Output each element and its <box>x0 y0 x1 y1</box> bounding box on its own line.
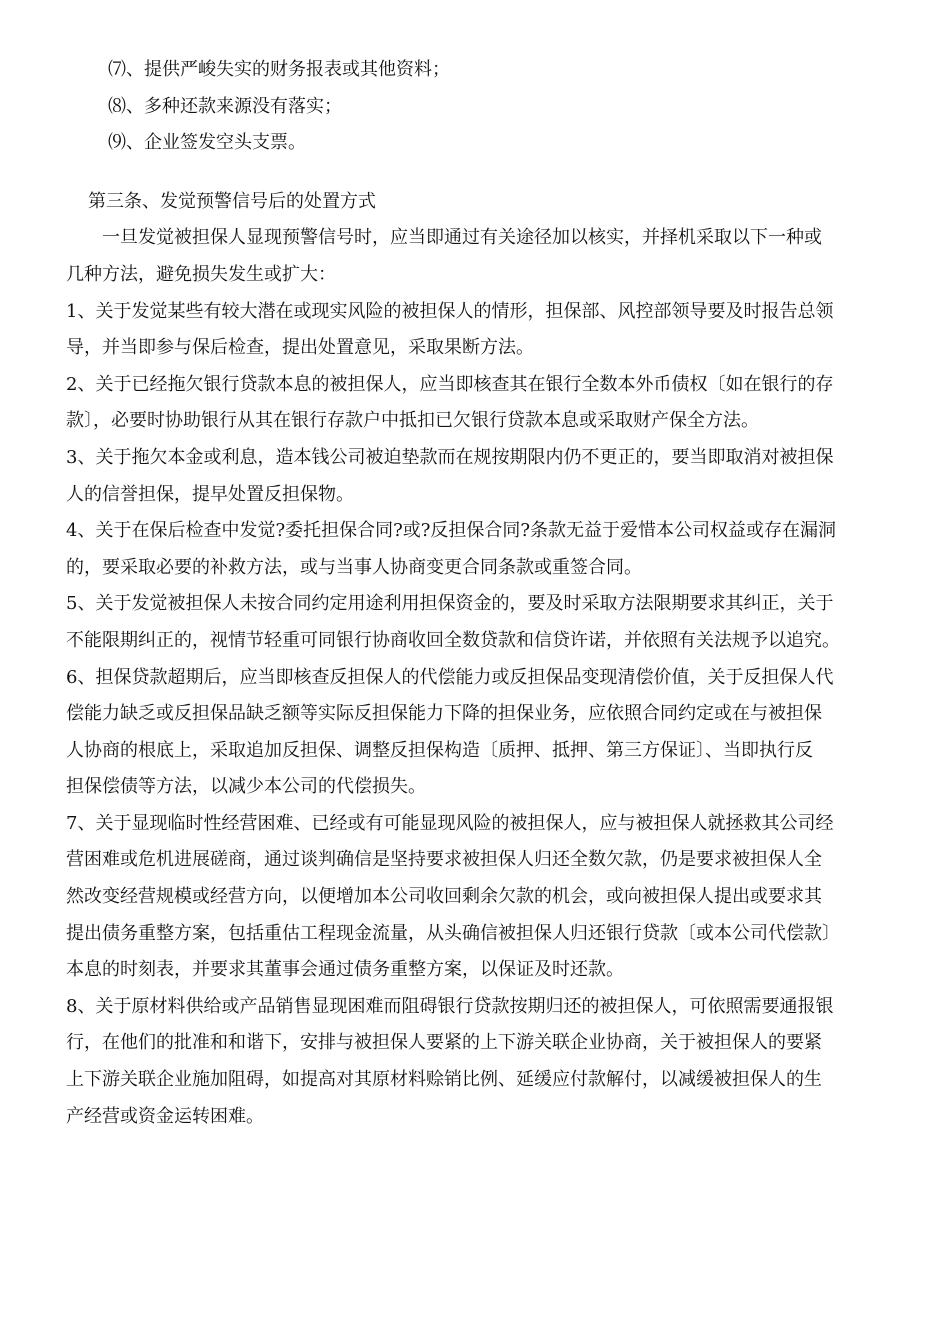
item-line: 行，在他们的批准和和谐下，安排与被担保人要紧的上下游关联企业协商，关于被担保人的要紧 <box>66 1032 822 1054</box>
item-2 <box>66 367 886 440</box>
item-line: 营困难或危机进展磋商，通过谈判确信是坚持要求被担保人归还全数欠款，仍是要求被担保人全 <box>66 849 822 871</box>
item-1 <box>66 294 886 367</box>
item-line: 人协商的根底上，采取追加反担保、调整反担保构造〔质押、抵押、第三方保证〕、当即执行反 <box>66 739 813 761</box>
item-5 <box>66 586 886 659</box>
item-line: 4、关于在保后检查中发觉?委托担保合同?或?反担保合同?条款无益于爱惜本公司权益或存在漏洞 <box>66 520 837 542</box>
item-line: 人的信誉担保，提早处置反担保物。 <box>66 483 354 505</box>
item-line: 上下游关联企业施加阻碍，如提高对其原材料赊销比例、延缓应付款解付，以减缓被担保人的生 <box>66 1069 822 1091</box>
item-6 <box>66 660 886 806</box>
item-line: 提出债务重整方案，包括重估工程现金流量，从头确信被担保人归还银行贷款〔或本公司代偿款〕 <box>66 922 840 944</box>
item-8 <box>66 989 886 1135</box>
item-line: 2、关于已经拖欠银行贷款本息的被担保人，应当即核查其在银行全数本外币债权〔如在银行的存 <box>66 373 834 395</box>
paragraph-gap <box>66 162 886 184</box>
sub-item-8: ⑻、多种还款来源没有落实； <box>108 95 342 117</box>
item-line: 3、关于拖欠本金或利息，造本钱公司被迫垫款而在规按期限内仍不更正的，要当即取消对被担保 <box>66 446 834 468</box>
item-line: 6、担保贷款超期后，应当即核查反担保人的代偿能力或反担保品变现清偿价值，关于反担保人代 <box>66 666 834 688</box>
item-line: 担保偿债等方法，以减少本公司的代偿损失。 <box>66 776 426 798</box>
item-line: 不能限期纠正的，视情节轻重可同银行协商收回全数贷款和信贷许诺，并依照有关法规予以追究。 <box>66 629 840 651</box>
item-line: 7、关于显现临时性经营困难、已经或有可能显现风险的被担保人，应与被担保人就拯救其公司经 <box>66 812 834 834</box>
item-line: 产经营或资金运转困难。 <box>66 1105 264 1127</box>
document-body <box>66 52 886 1135</box>
item-line: 的，要采取必要的补救方法，或与当事人协商变更合同条款或重签合同。 <box>66 556 642 578</box>
section-heading: 第三条、发觉预警信号后的处置方式 <box>88 190 376 212</box>
item-line: 5、关于发觉被担保人未按合同约定用途利用担保资金的，要及时采取方法限期要求其纠正，关于 <box>66 593 834 615</box>
item-line: 导，并当即参与保后检查，提出处置意见，采取果断方法。 <box>66 337 534 359</box>
item-4 <box>66 513 886 586</box>
item-7 <box>66 806 886 989</box>
item-line: 偿能力缺乏或反担保品缺乏额等实际反担保能力下降的担保业务，应依照合同约定或在与被担保 <box>66 703 822 725</box>
item-line: 1、关于发觉某些有较大潜在或现实风险的被担保人的情形，担保部、风控部领导要及时报告总领 <box>66 300 834 322</box>
intro-line-2: 几种方法，避免损失发生或扩大： <box>66 263 336 285</box>
item-3 <box>66 440 886 513</box>
item-line: 然改变经营规模或经营方向，以便增加本公司收回剩余欠款的机会，或向被担保人提出或要求其 <box>66 886 822 908</box>
item-line: 款〕，必要时协助银行从其在银行存款户中抵扣已欠银行贷款本息或采取财产保全方法。 <box>66 410 759 432</box>
intro-line-1: 一旦发觉被担保人显现预警信号时，应当即通过有关途径加以核实，并择机采取以下一种或 <box>102 227 822 249</box>
item-line: 本息的时刻表，并要求其董事会通过债务重整方案，以保证及时还款。 <box>66 959 624 981</box>
item-line: 8、关于原材料供给或产品销售显现困难而阻碍银行贷款按期归还的被担保人，可依照需要通报银 <box>66 995 834 1017</box>
sub-item-9: ⑼、企业签发空头支票。 <box>108 132 306 154</box>
sub-item-7: ⑺、提供严峻失实的财务报表或其他资料； <box>108 59 450 80</box>
